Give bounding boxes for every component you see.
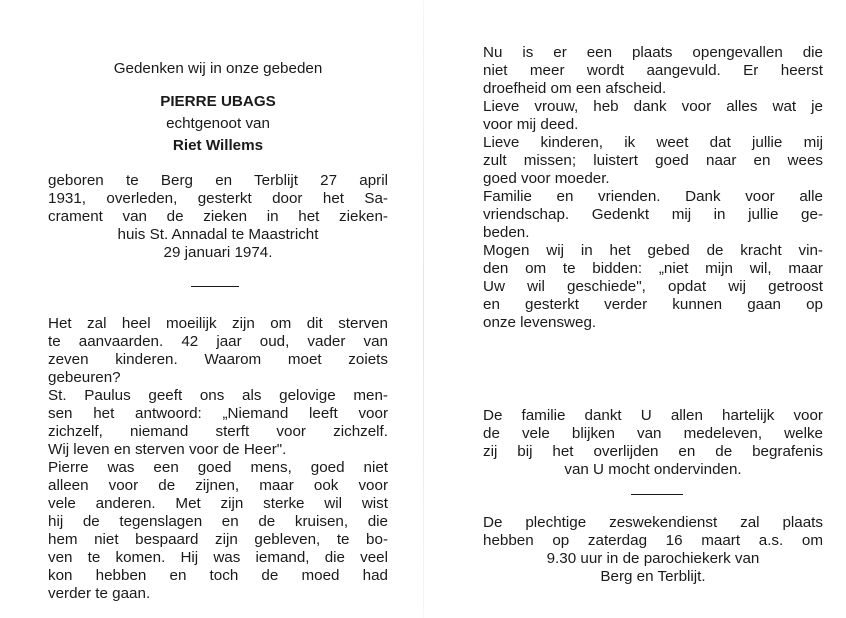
text-line: en gesterkt verder kunnen gaan op	[483, 296, 823, 313]
bio-line: huis St. Annadal te Maastricht	[117, 226, 319, 243]
text-line: vele anderen. Met zijn sterke wil wist	[48, 495, 388, 512]
bio-line: geboren te Berg en Terblijt 27 april	[48, 172, 388, 189]
text-line: vriendschap. Gedenkt mij in jullie ge-	[483, 206, 823, 223]
service-line: Berg en Terblijt.	[600, 568, 706, 585]
spouse-name: Riet Willems	[172, 137, 264, 154]
text-line: niet meer wordt aangevuld. Er heerst	[483, 62, 823, 79]
text-line: Lieve kinderen, ik weet dat jullie mij	[483, 134, 823, 151]
thanks-line: de vele blijken van medeleven, welke	[483, 425, 823, 442]
text-line: onze levensweg.	[483, 314, 597, 331]
left-panel	[48, 0, 388, 618]
text-line: gebeuren?	[48, 369, 121, 386]
service-line: 9.30 uur in de parochiekerk van	[546, 550, 760, 567]
text-line: te aanvaarden. 42 jaar oud, vader van	[48, 333, 388, 350]
text-line: alleen voor de zijnen, maar ook voor	[48, 477, 388, 494]
text-line: Nu is er een plaats opengevallen die	[483, 44, 823, 61]
spouse-prefix: echtgenoot van	[166, 115, 270, 132]
text-line: St. Paulus geeft ons als gelovige men-	[48, 387, 388, 404]
text-line: sen het antwoord: „Niemand leeft voor	[48, 405, 388, 422]
text-line: Uw wil geschiede", opdat wij getroost	[483, 278, 823, 295]
separator-rule	[191, 286, 239, 287]
deceased-name: PIERRE UBAGS	[160, 93, 276, 110]
text-line: Mogen wij in het gebed de kracht vin-	[483, 242, 823, 259]
text-line: ven te komen. Hij was iemand, die veel	[48, 549, 388, 566]
text-line: beden.	[483, 224, 530, 241]
text-line: voor mij deed.	[483, 116, 579, 133]
text-line: Wij leven en sterven voor de Heer".	[48, 441, 287, 458]
text-line: Het zal heel moeilijk zijn om dit sterven	[48, 315, 388, 332]
bio-line: 1931, overleden, gesterkt door het Sa-	[48, 190, 388, 207]
thanks-line: van U mocht ondervinden.	[564, 461, 742, 478]
service-line: hebben op zaterdag 16 maart a.s. om	[483, 532, 823, 549]
text-line: verder te gaan.	[48, 585, 151, 602]
text-line: zult missen; luistert goed naar en wees	[483, 152, 823, 169]
thanks-line: De familie dankt U allen hartelijk voor	[483, 407, 823, 424]
separator-rule	[631, 494, 683, 495]
text-line: hij de tegenslagen en de kruisen, die	[48, 513, 388, 530]
bio-line: crament van de zieken in het zieken-	[48, 208, 388, 225]
text-line: Lieve vrouw, heb dank voor alles wat je	[483, 98, 823, 115]
text-line: goed voor moeder.	[483, 170, 610, 187]
text-line: Familie en vrienden. Dank voor alle	[483, 188, 823, 205]
text-line: droefheid om een afscheid.	[483, 80, 667, 97]
service-line: De plechtige zeswekendienst zal plaats	[483, 514, 823, 531]
text-line: zeven kinderen. Waarom moet zoiets	[48, 351, 388, 368]
thanks-line: zij bij het overlijden en de begrafenis	[483, 443, 823, 460]
text-line: den om te bidden: „niet mijn wil, maar	[483, 260, 823, 277]
text-line: Pierre was een goed mens, goed niet	[48, 459, 388, 476]
heading: Gedenken wij in onze gebeden	[113, 60, 323, 77]
text-line: kon hebben en toch de moed had	[48, 567, 388, 584]
fold-crease	[423, 0, 424, 618]
bio-line: 29 januari 1974.	[163, 244, 273, 261]
text-line: hem niet bespaard zijn gebleven, te bo-	[48, 531, 388, 548]
right-panel	[483, 0, 823, 618]
text-line: zichzelf, niemand sterft voor zichzelf.	[48, 423, 388, 440]
